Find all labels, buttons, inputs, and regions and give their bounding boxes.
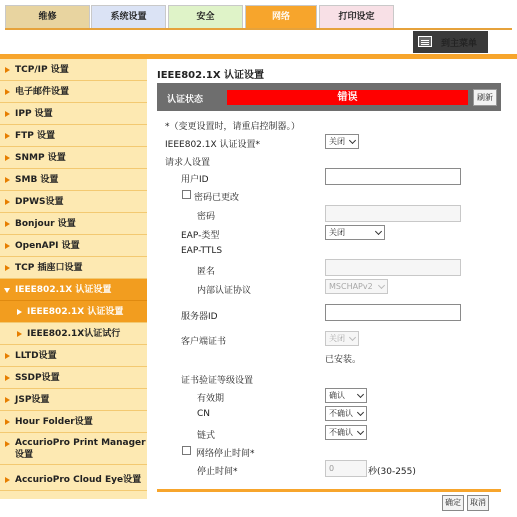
password-label: 密码	[197, 212, 216, 222]
sidebar-item-hot-folder[interactable]: Hour Folder设置	[0, 411, 147, 433]
password-changed-label: 密码已更改	[194, 193, 240, 203]
validity-select[interactable]: 确认	[325, 388, 367, 403]
tab-network[interactable]: 网络	[245, 5, 317, 28]
refresh-button[interactable]: 刷新	[473, 89, 497, 106]
main-menu-label: 到主菜单	[441, 39, 478, 49]
sidebar-item-tcp-socket[interactable]: TCP 插座口设置	[0, 257, 147, 279]
arrow-right-icon	[5, 375, 10, 381]
stop-time-label: 停止时间*	[197, 467, 238, 477]
sidebar-item-ssdp[interactable]: SSDP设置	[0, 367, 147, 389]
arrow-right-icon	[5, 243, 10, 249]
page-title: IEEE802.1X 认证设置	[157, 70, 265, 81]
sidebar-item-tcpip[interactable]: TCP/IP 设置	[0, 59, 147, 81]
sidebar-subitem-ieee8021x-trial[interactable]: IEEE802.1X认证试行	[0, 323, 147, 345]
auth-setting-label: IEEE802.1X 认证设置*	[165, 140, 261, 150]
user-id-label: 用户ID	[181, 175, 209, 185]
arrow-right-icon	[5, 419, 10, 425]
validity-label: 有效期	[197, 394, 225, 404]
ok-button[interactable]: 确定	[442, 495, 464, 511]
arrow-down-icon	[4, 288, 10, 296]
arrow-right-icon	[17, 331, 22, 337]
arrow-right-icon	[5, 221, 10, 227]
arrow-right-icon	[5, 441, 10, 447]
sidebar-item-ftp[interactable]: FTP 设置	[0, 125, 147, 147]
password-input[interactable]	[325, 205, 461, 222]
cancel-button[interactable]: 取消	[467, 495, 489, 511]
footer-bar	[157, 489, 501, 492]
installed-text: 已安装。	[325, 355, 362, 365]
net-stop-checkbox[interactable]	[182, 446, 191, 455]
sidebar-item-lltd[interactable]: LLTD设置	[0, 345, 147, 367]
sidebar-item-jsp[interactable]: JSP设置	[0, 389, 147, 411]
client-cert-label: 客户端证书	[181, 337, 227, 347]
anonymous-input[interactable]	[325, 259, 461, 276]
chevron-down-icon	[357, 409, 364, 416]
tab-security[interactable]: 安全	[168, 5, 243, 28]
restart-note: *（变更设置时，请重启控制器。）	[165, 122, 301, 132]
arrow-right-icon	[5, 155, 10, 161]
chain-label: 链式	[197, 431, 216, 441]
sidebar-item-openapi[interactable]: OpenAPI 设置	[0, 235, 147, 257]
stop-time-input[interactable]: 0	[325, 460, 367, 477]
arrow-right-icon	[5, 89, 10, 95]
main-menu-button[interactable]	[413, 31, 488, 53]
chevron-down-icon	[357, 428, 364, 435]
net-stop-label: 网络停止时间*	[196, 449, 255, 459]
sidebar-item-dpws[interactable]: DPWS设置	[0, 191, 147, 213]
chevron-down-icon	[378, 282, 385, 289]
sidebar-item-smb[interactable]: SMB 设置	[0, 169, 147, 191]
tab-print-settings[interactable]: 打印设定	[319, 5, 394, 28]
user-id-input[interactable]	[325, 168, 461, 185]
eap-type-label: EAP-类型	[181, 231, 220, 241]
arrow-right-icon	[5, 265, 10, 271]
anonymous-label: 匿名	[197, 267, 216, 277]
tab-system-settings[interactable]: 系统设置	[91, 5, 166, 28]
sidebar-subitem-ieee8021x-settings[interactable]: IEEE802.1X 认证设置	[0, 301, 147, 323]
server-id-input[interactable]	[325, 304, 461, 321]
sidebar-item-ipp[interactable]: IPP 设置	[0, 103, 147, 125]
arrow-right-icon	[5, 67, 10, 73]
sidebar-item-accuriopro-cloud-eye[interactable]: AccurioPro Cloud Eye设置	[0, 469, 147, 491]
chevron-down-icon	[375, 228, 382, 235]
cn-label: CN	[197, 409, 211, 419]
arrow-right-icon	[5, 199, 10, 205]
sidebar-item-email[interactable]: 电子邮件设置	[0, 81, 147, 103]
tab-divider	[5, 28, 512, 30]
sidebar-item-snmp[interactable]: SNMP 设置	[0, 147, 147, 169]
chevron-down-icon	[349, 137, 356, 144]
requester-header: 请求人设置	[165, 158, 211, 168]
inner-auth-label: 内部认证协议	[197, 286, 252, 296]
status-value: 错误	[227, 90, 468, 105]
inner-auth-select[interactable]: MSCHAPv2	[325, 279, 388, 294]
password-changed-checkbox[interactable]	[182, 190, 191, 199]
sidebar-item-accuriopro-print-manager[interactable]: AccurioPro Print Manager 设置	[0, 433, 147, 465]
sidebar-item-ieee8021x[interactable]: IEEE802.1X 认证设置	[0, 279, 147, 301]
eap-ttls-label: EAP-TTLS	[181, 246, 223, 256]
auth-status-panel	[157, 83, 501, 111]
cn-select[interactable]: 不确认	[325, 406, 367, 421]
arrow-right-icon	[17, 309, 22, 315]
chevron-down-icon	[357, 391, 364, 398]
status-label: 认证状态	[167, 95, 204, 105]
chevron-down-icon	[349, 334, 356, 341]
tab-maintenance[interactable]: 维修	[5, 5, 90, 28]
arrow-right-icon	[5, 111, 10, 117]
cert-level-header: 证书验证等级设置	[181, 376, 254, 386]
sidebar-item-bonjour[interactable]: Bonjour 设置	[0, 213, 147, 235]
stop-time-range: 秒(30-255)	[368, 467, 416, 477]
eap-type-select[interactable]: 关闭	[325, 225, 385, 240]
arrow-right-icon	[5, 177, 10, 183]
auth-setting-select[interactable]: 关闭	[325, 134, 359, 149]
arrow-right-icon	[5, 397, 10, 403]
arrow-right-icon	[5, 353, 10, 359]
main-menu-icon	[418, 36, 432, 47]
arrow-right-icon	[5, 133, 10, 139]
chain-select[interactable]: 不确认	[325, 425, 367, 440]
sidebar	[0, 59, 147, 499]
client-cert-select[interactable]: 关闭	[325, 331, 359, 346]
top-tabs	[5, 5, 515, 29]
arrow-right-icon	[5, 477, 10, 483]
server-id-label: 服务器ID	[181, 312, 218, 322]
